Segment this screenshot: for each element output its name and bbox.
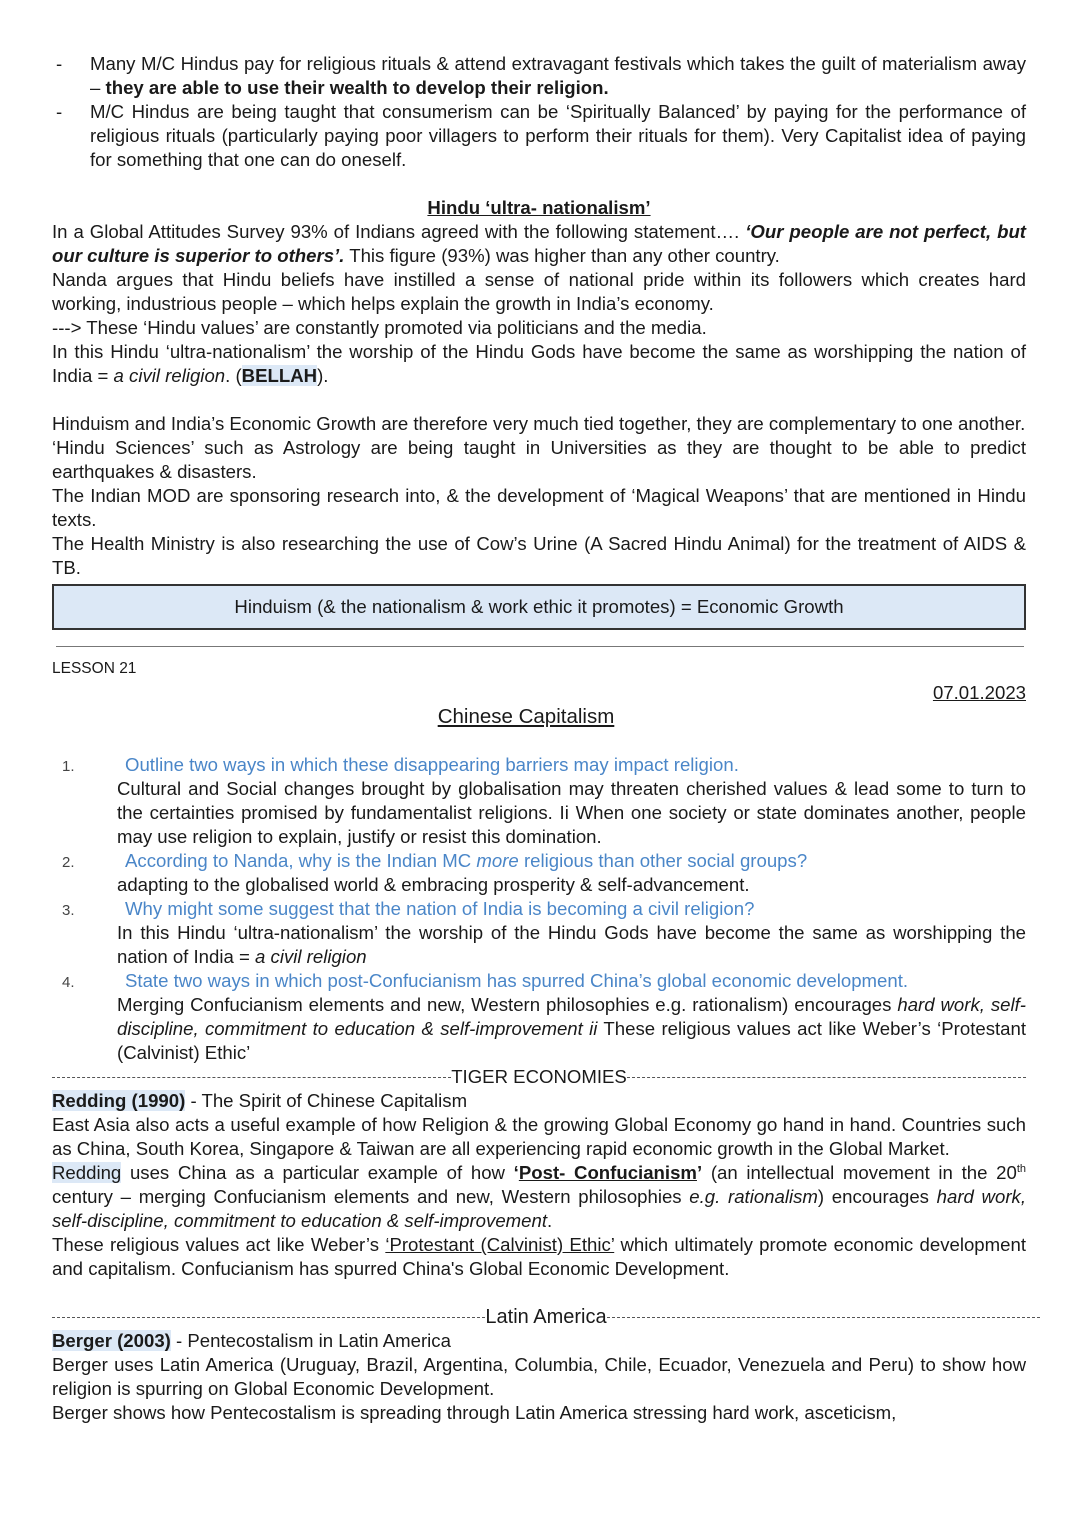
text-run: According to Nanda, why is the Indian MC (125, 850, 477, 871)
divider-line (52, 1317, 485, 1318)
text-run: Redding (1990) (52, 1090, 186, 1111)
text-run: . (547, 1210, 553, 1231)
text-run: hard work, self-discipline, commitment to education & self-improvement ii (117, 994, 1026, 1039)
text-run: ‘Protestant (Calvinist) Ethic’ (385, 1234, 615, 1255)
question-text (117, 969, 1026, 993)
question-number: 1. (62, 758, 75, 775)
text-run: Nanda argues that Hindu beliefs have instilled a sense of national pride within its followers which creates hard working, industrious people – which helps explain the growth in India’s economy. (52, 269, 1026, 314)
text-run: East Asia also acts a useful example of how Religion & the growing Global Economy go hand in hand. Countries such as China, South Korea, Singapore & Taiwan are all experiencing rapid economic growth in the Global Market. (52, 1114, 1026, 1159)
text-run: religious than other social groups? (518, 850, 808, 871)
paragraph (52, 1329, 1026, 1353)
text-run: ) encourages (817, 1186, 937, 1207)
question-text (117, 753, 1026, 777)
question-item (52, 849, 1026, 897)
section-divider-tiger-economies (52, 1065, 1026, 1089)
divider-label: Latin America (485, 1306, 607, 1328)
text-run: BELLAH (241, 365, 318, 386)
text-run: ‘ (513, 1162, 519, 1183)
text-run: . ( (225, 365, 242, 386)
paragraph: The Health Ministry is also researching the use of Cow’s Urine (A Sacred Hindu Animal) for the treatment of AIDS & TB. (52, 533, 1026, 578)
bullet-item (52, 52, 1026, 100)
text-run: more (476, 850, 519, 871)
text-run: M/C Hindus are being taught that consumerism can be ‘Spiritually Balanced’ by paying for the performance of religious rituals (particularly paying poor villagers to perform their rituals for them). Very Capitalist idea of paying for something that one can do oneself. (90, 101, 1026, 170)
text-run: uses China as a particular example of how (121, 1162, 514, 1183)
divider-line (627, 1077, 1026, 1078)
paragraph: ‘Hindu Sciences’ such as Astrology are being taught in Universities as they are thought to be able to predict earthquakes & disasters. (52, 437, 1026, 482)
text-run: This figure (93%) was higher than any other country. (344, 245, 780, 266)
text-run: Redding (52, 1162, 122, 1183)
paragraph (52, 220, 1026, 268)
paragraph (52, 316, 1026, 340)
text-run: a civil religion (113, 365, 226, 386)
text-run: adapting to the globalised world & embracing prosperity & self-advancement. (117, 874, 750, 895)
text-run: which ultimately promote economic development and capitalism. Confucianism has spurred China's Global Economic Development. (52, 1234, 1026, 1279)
text-run: Merging Confucianism elements and new, Western philosophies e.g. rationalism) encourages (117, 994, 898, 1015)
question-number: 3. (62, 902, 75, 919)
divider-label: TIGER ECONOMIES (451, 1066, 627, 1087)
text-run: - The Spirit of Chinese Capitalism (185, 1090, 468, 1111)
text-run: they are able to use their wealth to develop their religion. (105, 77, 609, 98)
question-text (117, 897, 1026, 921)
paragraph (52, 268, 1026, 316)
text-run: State two ways in which post-Confucianism has spurred China’s global economic development. (125, 970, 909, 991)
paragraph (52, 1353, 1026, 1401)
question-number: 4. (62, 974, 75, 991)
text-run: ---> These ‘Hindu values’ are constantly promoted via politicians and the media. (52, 317, 707, 338)
paragraph (52, 1401, 1026, 1425)
text-run: (an intellectual movement in the 20 (702, 1162, 1017, 1183)
paragraph (52, 1089, 1026, 1113)
text-run: These religious values act like Weber’s (52, 1234, 386, 1255)
answer-text (117, 873, 1026, 897)
text-run: These religious values act like Weber’s ‘Protestant (Calvinist) Ethic’ (117, 1018, 1027, 1063)
bullet-dash: - (56, 53, 63, 74)
text-run: Berger (2003) (52, 1330, 171, 1351)
question-text (117, 849, 1026, 873)
text-run: In this Hindu ‘ultra-nationalism’ the worship of the Hindu Gods have become the same as worshipping the nation of India = (52, 341, 1026, 386)
text-run: In this Hindu ‘ultra-nationalism’ the worship of the Hindu Gods have become the same as worshipping the nation of India = (117, 922, 1026, 967)
question-list (52, 753, 1026, 1065)
text-run: Berger shows how Pentecostalism is spreading through Latin America stressing hard work, asceticism, (52, 1402, 897, 1423)
divider-line (607, 1317, 1040, 1318)
horizontal-rule (56, 646, 1024, 647)
text-run: hard work, self-discipline, commitment to education & self-improvement (52, 1186, 1026, 1231)
paragraph (52, 1233, 1026, 1281)
text-run: Why might some suggest that the nation of India is becoming a civil religion? (125, 898, 755, 919)
text-run: - Pentecostalism in Latin America (170, 1330, 451, 1351)
text-run: Many M/C Hindus pay for religious rituals & attend extravagant festivals which takes the guilt of materialism away – (90, 53, 1026, 98)
answer-text (117, 777, 1026, 849)
lesson-title: Chinese Capitalism (437, 705, 615, 728)
paragraph: Hinduism and India’s Economic Growth are therefore very much tied together, they are complementary to one another. (52, 413, 1026, 434)
text-run: th (1016, 1162, 1026, 1175)
question-item (52, 753, 1026, 849)
question-item (52, 897, 1026, 969)
answer-text (117, 993, 1026, 1065)
divider-line (52, 1077, 451, 1078)
answer-text (117, 921, 1026, 969)
document-page (52, 52, 1026, 1425)
text-run: ’ (696, 1162, 703, 1183)
text-run: Cultural and Social changes brought by globalisation may threaten cherished values & lead some to turn to the certainties promised by fundamentalist religions. Ii When one society or state dominates another, people may use religion to explain, justify or resist this domination. (117, 778, 1026, 847)
question-number: 2. (62, 854, 75, 871)
lesson-date: 07.01.2023 (932, 682, 1026, 703)
text-run: In a Global Attitudes Survey 93% of Indians agreed with the following statement…. (52, 221, 746, 242)
text-run: a civil religion (255, 946, 367, 967)
summary-box-text: Hinduism (& the nationalism & work ethic it promotes) = Economic Growth (234, 596, 844, 617)
paragraph: The Indian MOD are sponsoring research into, & the development of ‘Magical Weapons’ that are mentioned in Hindu texts. (52, 485, 1026, 530)
paragraph (52, 1113, 1026, 1161)
question-item (52, 969, 1026, 1065)
section-divider-latin-america (52, 1305, 1026, 1329)
text-run: century – merging Confucianism elements and new, Western philosophies (52, 1186, 690, 1207)
text-run: Outline two ways in which these disappearing barriers may impact religion. (125, 754, 739, 775)
bullet-item (52, 100, 1026, 172)
paragraph (52, 340, 1026, 388)
text-run: ). (317, 365, 329, 386)
summary-box (52, 584, 1026, 630)
bullet-text (90, 53, 1026, 98)
text-run: Berger uses Latin America (Uruguay, Brazil, Argentina, Columbia, Chile, Ecuador, Venezuela and Peru) to show how religion is spurring on Global Economic Development. (52, 1354, 1026, 1399)
text-run: e.g. rationalism (689, 1186, 818, 1207)
bullet-dash: - (56, 101, 63, 122)
text-run: ‘Our people are not perfect, but our culture is superior to others’. (52, 221, 1026, 266)
section-heading-ultra-nationalism: Hindu ‘ultra- nationalism’ (427, 197, 651, 218)
paragraph (52, 1161, 1026, 1233)
lesson-label: LESSON 21 (52, 660, 137, 677)
bullet-list (52, 52, 1026, 172)
text-run: Post- Confucianism (518, 1162, 697, 1183)
bullet-text (90, 101, 1026, 170)
